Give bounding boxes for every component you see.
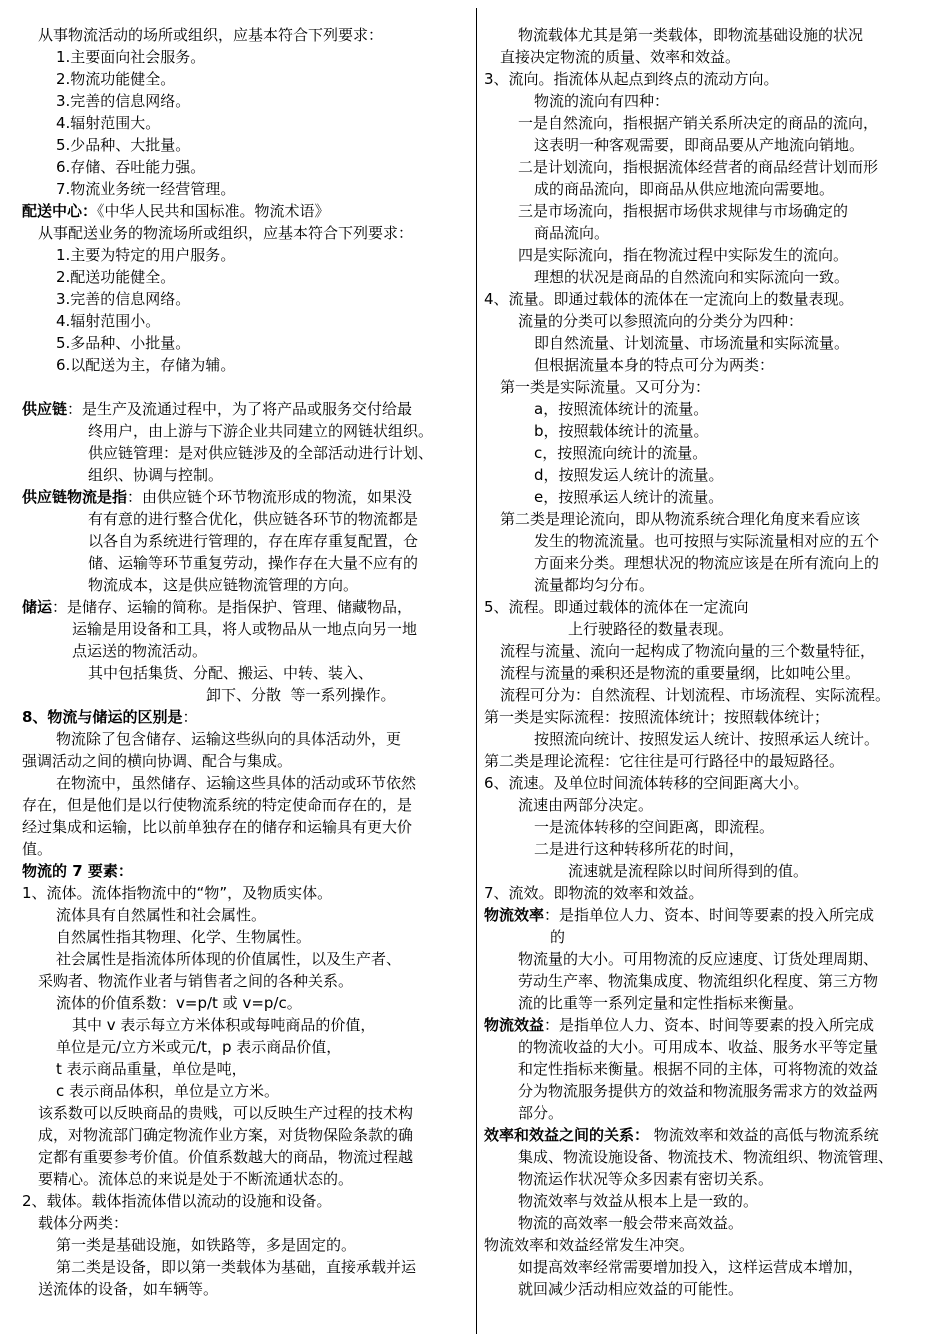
line-text: 一是自然流向，指根据产销关系所决定的商品的流向， [518,114,879,132]
line-text: 的物流收益的大小。可用成本、收益、服务水平等定量 [518,1038,879,1056]
text-line [484,24,940,46]
line-text: 和定性指标来衡量。根据不同的主体，可将物流的效益 [518,1060,879,1078]
text-line [22,750,474,772]
text-line [22,794,474,816]
text-line [484,178,940,200]
line-text: 3、流向。指流体从起点到终点的流动方向。 [484,70,779,88]
line-text: 第二类是设备，即以第一类载体为基础，直接承载并运 [56,1258,417,1276]
text-line [484,948,940,970]
text-line [484,68,940,90]
term-heading: 物流效率 [484,906,545,924]
text-line [22,332,474,354]
term-heading: 效率和效益之间的关系： [484,1126,650,1144]
line-text: 载体分两类： [38,1214,129,1232]
line-text: 要精心。流体总的来说是处于不断流通状态的。 [38,1170,354,1188]
line-text: 流体的价值系数：v=p/t 或 v=p/c。 [56,994,302,1012]
line-text: 5.少品种、大批量。 [56,136,191,154]
line-text: 1.主要为特定的用户服务。 [56,246,236,264]
text-line [484,354,940,376]
text-line [484,90,940,112]
text-line [22,838,474,860]
text-line [484,376,940,398]
line-text: 物流效率和效益的高低与物流系统 [649,1126,879,1144]
text-line [484,156,940,178]
text-line [484,662,940,684]
text-line [22,354,474,376]
text-line [22,948,474,970]
line-text: 集成、物流设施设备、物流技术、物流组织、物流管理、 [518,1148,894,1166]
line-text: c，按照流向统计的流量。 [534,444,708,462]
text-line [484,794,940,816]
line-text: 第一类是实际流程：按照流体统计；按照载体统计； [484,708,830,726]
line-text: 第一类是实际流量。又可分为： [500,378,711,396]
text-line [484,288,940,310]
line-text: ：是生产及流通过程中，为了将产品或服务交付给最 [67,400,413,418]
text-line [484,508,940,530]
text-line [484,882,940,904]
line-text: 4.辐射范围小。 [56,312,161,330]
text-line [484,1146,940,1168]
text-line [484,552,940,574]
line-text: 就回减少活动相应效益的可能性。 [518,1280,744,1298]
text-line [22,1168,474,1190]
text-line [22,728,474,750]
text-line [22,618,474,640]
text-line [484,1036,940,1058]
text-line [484,618,940,640]
text-line [484,332,940,354]
text-line [22,288,474,310]
text-line [484,1102,940,1124]
text-line [22,926,474,948]
line-text: 3.完善的信息网络。 [56,290,191,308]
line-text: 上行驶路径的数量表现。 [568,620,734,638]
text-line [22,1146,474,1168]
line-text: 物流成本，这是供应链物流管理的方向。 [88,576,359,594]
text-line [484,1278,940,1300]
line-text: t 表示商品重量，单位是吨， [56,1060,247,1078]
text-line [22,662,474,684]
left-column [22,24,474,1300]
line-text: 方面来分类。理想状况的物流应该是在所有流向上的 [534,554,880,572]
text-line [484,1080,940,1102]
text-line [22,222,474,244]
text-line [484,926,940,948]
text-line [484,1124,940,1146]
line-text: 该系数可以反映商品的贵贱，可以反映生产过程的技术构 [38,1104,414,1122]
text-line [22,1036,474,1058]
line-text: 社会属性是指流体所体现的价值属性，以及生产者、 [56,950,402,968]
line-text: 物流效率与效益从根本上是一致的。 [518,1192,759,1210]
line-text: 流速由两部分决定。 [518,796,654,814]
text-line [484,310,940,332]
text-line [22,420,474,442]
line-text: 物流的高效率一般会带来高效益。 [518,1214,744,1232]
text-line [22,1256,474,1278]
line-text: 从事物流活动的场所或组织，应基本符合下列要求： [38,26,384,44]
line-text: ： [182,708,198,726]
line-text: 运输是用设备和工具，将人或物品从一地点向另一地 [72,620,418,638]
line-text: 7、流效。即物流的效率和效益。 [484,884,704,902]
line-text: 劳动生产率、物流集成度、物流组织化程度、第三方物 [518,972,879,990]
line-text: e，按照承运人统计的流量。 [534,488,724,506]
text-line [22,464,474,486]
line-text: 采购者、物流作业者与销售者之间的各种关系。 [38,972,354,990]
text-line [484,574,940,596]
right-column [484,24,940,1300]
line-text: 6.存储、吞吐能力强。 [56,158,206,176]
line-text: 按照流向统计、按照发运人统计、按照承运人统计。 [534,730,880,748]
text-line [22,860,474,882]
text-line [484,420,940,442]
line-text: 流程与流量的乘积还是物流的重要量纲，比如吨公里。 [500,664,861,682]
text-line [484,1234,940,1256]
line-text: 成，对物流部门确定物流作业方案，对货物保险条款的确 [38,1126,414,1144]
line-text: 二是进行这种转移所花的时间， [534,840,745,858]
text-line [484,684,940,706]
text-line [22,486,474,508]
line-text: 4、流量。即通过载体的流体在一定流向上的数量表现。 [484,290,854,308]
line-text: 有有意的进行整合优化，供应链各环节的物流都是 [88,510,419,528]
term-heading: 配送中心： [22,202,98,220]
term-heading: 物流效益 [484,1016,545,1034]
text-line [484,860,940,882]
line-text: 物流的流向有四种： [534,92,670,110]
line-text: 组织、协调与控制。 [88,466,224,484]
line-text: 其中包括集货、分配、搬运、中转、装入、 [88,664,374,682]
line-text: 物流除了包含储存、运输这些纵向的具体活动外，更 [56,730,402,748]
text-line [484,640,940,662]
text-line [22,1234,474,1256]
text-line [22,310,474,332]
line-text: 分为物流服务提供方的效益和物流服务需求方的效益两 [518,1082,879,1100]
line-text: 流体具有自然属性和社会属性。 [56,906,267,924]
line-text: 在物流中，虽然储存、运输这些具体的活动或环节依然 [56,774,417,792]
text-line [22,970,474,992]
text-line [484,244,940,266]
text-line [22,904,474,926]
text-line [22,816,474,838]
line-text: 其中 v 表示每立方米体积或每吨商品的价值， [72,1016,376,1034]
text-line [22,508,474,530]
line-text: 的 [550,928,566,946]
line-text: 成的商品流向，即商品从供应地流向需要地。 [534,180,835,198]
term-heading: 供应链物流是指 [22,488,128,506]
line-text: ：是储存、运输的简称。是指保护、管理、储藏物品， [52,598,413,616]
line-text: 5.多品种、小批量。 [56,334,191,352]
text-line [484,134,940,156]
text-line [22,1058,474,1080]
text-line [484,486,940,508]
line-text: 7.物流业务统一经营管理。 [56,180,236,198]
line-text: 如提高效率经常需要增加投入，这样运营成本增加， [518,1258,864,1276]
term-heading: 8、物流与储运的区别是 [22,708,183,726]
line-text: 理想的状况是商品的自然流向和实际流向一致。 [534,268,850,286]
text-line [484,816,940,838]
text-line [22,706,474,728]
line-text: 6、流速。及单位时间流体转移的空间距离大小。 [484,774,809,792]
line-text: 二是计划流向，指根据流体经营者的商品经营计划而形 [518,158,879,176]
text-line [484,530,940,552]
text-line [22,112,474,134]
line-text: d，按照发运人统计的流量。 [534,466,724,484]
text-line [22,882,474,904]
text-line [484,1190,940,1212]
line-text: c 表示商品体积，单位是立方米。 [56,1082,280,1100]
text-line [484,1212,940,1234]
line-text: 但根据流量本身的特点可分为两类： [534,356,775,374]
text-line [22,244,474,266]
line-text: a，按照流体统计的流量。 [534,400,709,418]
text-line [22,398,474,420]
line-text: 即自然流量、计划流量、市场流量和实际流量。 [534,334,850,352]
line-text: 物流效率和效益经常发生冲突。 [484,1236,695,1254]
line-text: 5、流程。即通过载体的流体在一定流向 [484,598,749,616]
line-text: 第一类是基础设施，如铁路等，多是固定的。 [56,1236,357,1254]
line-text: 2、载体。载体指流体借以流动的设施和设备。 [22,1192,332,1210]
text-line [22,442,474,464]
line-text: 四是实际流向，指在物流过程中实际发生的流向。 [518,246,849,264]
line-text: 直接决定物流的质量、效率和效益。 [500,48,741,66]
line-text: 强调活动之间的横向协调、配合与集成。 [22,752,293,770]
text-line [484,266,940,288]
line-text: 流量都均匀分布。 [534,576,655,594]
text-line [484,1014,940,1036]
text-line [484,706,940,728]
line-text: 以各自为系统进行管理的，存在库存重复配置，仓 [88,532,419,550]
line-text: 自然属性指其物理、化学、生物属性。 [56,928,312,946]
text-line [22,1190,474,1212]
text-line [484,398,940,420]
text-line [22,24,474,46]
line-text: 2.物流功能健全。 [56,70,176,88]
line-text: 经过集成和运输，比以前单独存在的储存和运输具有更大价 [22,818,413,836]
line-text: b，按照载体统计的流量。 [534,422,709,440]
line-text: ：由供应链个环节物流形成的物流，如果没 [127,488,413,506]
text-line [484,1168,940,1190]
text-line [484,1256,940,1278]
text-line [22,376,474,398]
line-text: 1.主要面向社会服务。 [56,48,206,66]
line-text: 流量的分类可以参照流向的分类分为四种： [518,312,804,330]
line-text: 2.配送功能健全。 [56,268,176,286]
text-line [22,68,474,90]
text-line [484,904,940,926]
line-text: 4.辐射范围大。 [56,114,161,132]
term-heading: 储运 [22,598,53,616]
line-text: 《中华人民共和国标准。物流术语》 [97,202,330,220]
text-line [22,1080,474,1102]
text-line [484,222,940,244]
text-line [484,838,940,860]
text-line [22,1212,474,1234]
line-text: 从事配送业务的物流场所或组织，应基本符合下列要求： [38,224,414,242]
line-text: 6.以配送为主，存储为辅。 [56,356,236,374]
text-line [22,684,474,706]
text-line [484,46,940,68]
text-line [484,1058,940,1080]
line-text: 终用户，由上游与下游企业共同建立的网链状组织。 [88,422,434,440]
line-text: 流程可分为：自然流程、计划流程、市场流程、实际流程。 [500,686,891,704]
text-line [484,200,940,222]
line-text: 值。 [22,840,53,858]
line-text: 商品流向。 [534,224,610,242]
line-text: 流的比重等一系列定量和定性指标来衡量。 [518,994,804,1012]
text-line [22,992,474,1014]
text-line [22,530,474,552]
text-line [484,596,940,618]
text-line [22,1124,474,1146]
line-text: 3.完善的信息网络。 [56,92,191,110]
line-text: 送流体的设备，如车辆等。 [38,1280,219,1298]
text-line [22,200,474,222]
line-text: 定都有重要参考价值。价值系数越大的商品，物流过程越 [38,1148,414,1166]
line-text: 储、运输等环节重复劳动，操作存在大量不应有的 [88,554,419,572]
line-text: 点运送的物流活动。 [72,642,208,660]
text-line [22,90,474,112]
text-line [22,156,474,178]
line-text: 这表明一种客观需要，即商品要从产地流向销地。 [534,136,865,154]
line-text: 单位是元/立方米或元/t，p 表示商品价值， [56,1038,342,1056]
text-line [484,992,940,1014]
text-line [22,178,474,200]
line-text: 第二类是理论流程：它往往是可行路径中的最短路径。 [484,752,845,770]
text-line [484,750,940,772]
column-divider [476,8,477,1334]
line-text: 部分。 [518,1104,564,1122]
line-text: 1、流体。流体指物流中的“物”，及物质实体。 [22,884,333,902]
line-text: 流速就是流程除以时间所得到的值。 [568,862,809,880]
text-line [22,1014,474,1036]
line-text: 物流载体尤其是第一类载体，即物流基础设施的状况 [518,26,864,44]
text-line [22,1102,474,1124]
text-line [484,464,940,486]
text-line [22,596,474,618]
line-text: 三是市场流向，指根据市场供求规律与市场确定的 [518,202,849,220]
text-line [22,574,474,596]
text-line [484,728,940,750]
line-text: 物流量的大小。可用物流的反应速度、订货处理周期、 [518,950,879,968]
line-text: 第二类是理论流向，即从物流系统合理化角度来看应该 [500,510,861,528]
text-line [22,552,474,574]
line-text: ：是指单位人力、资本、时间等要素的投入所完成 [544,906,875,924]
text-line [22,772,474,794]
line-text: 存在，但是他们是以行使物流系统的特定使命而存在的，是 [22,796,413,814]
text-line [22,640,474,662]
line-text: 物流运作状况等众多因素有密切关系。 [518,1170,774,1188]
text-line [22,46,474,68]
line-text: 一是流体转移的空间距离，即流程。 [534,818,775,836]
text-line [484,970,940,992]
text-line [22,266,474,288]
term-heading: 供应链 [22,400,68,418]
term-heading: 物流的 7 要素： [22,862,133,880]
line-text: 发生的物流流量。也可按照与实际流量相对应的五个 [534,532,880,550]
line-text: 流程与流量、流向一起构成了物流向量的三个数量特征， [500,642,876,660]
text-line [484,442,940,464]
line-text: 卸下、分散 等一系列操作。 [206,686,396,704]
text-line [22,1278,474,1300]
text-line [484,112,940,134]
text-line [22,134,474,156]
line-text: ：是指单位人力、资本、时间等要素的投入所完成 [544,1016,875,1034]
text-line [484,772,940,794]
line-text: 供应链管理：是对供应链涉及的全部活动进行计划、 [88,444,434,462]
